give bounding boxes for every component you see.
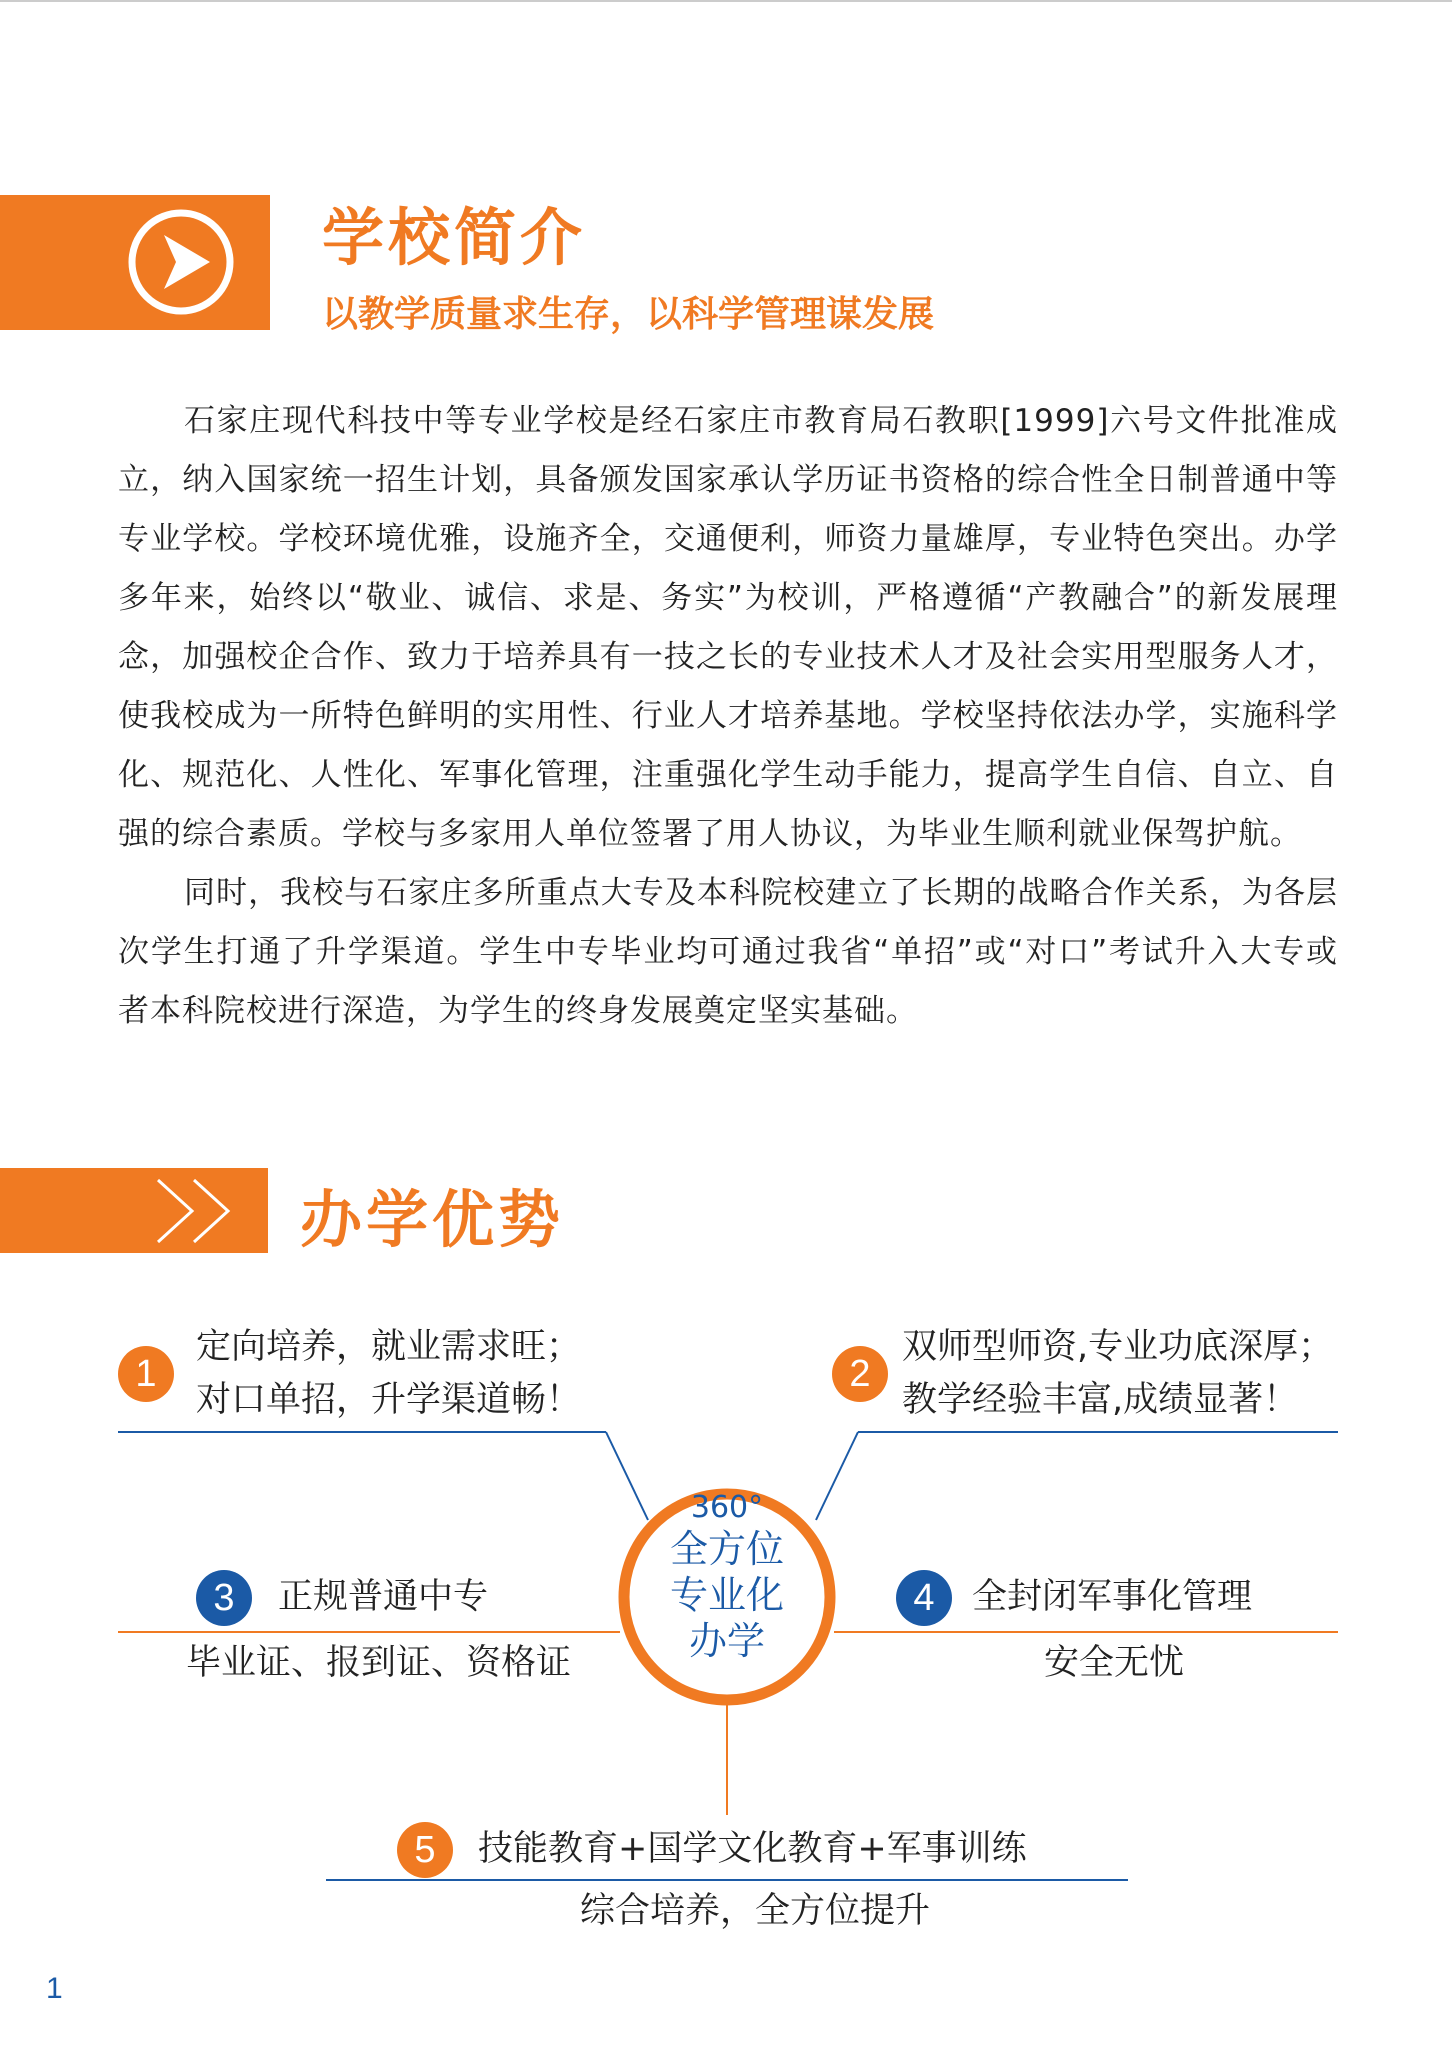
- number-badge-4: 4: [896, 1570, 952, 1626]
- center-line-3: 办学: [688, 1619, 765, 1663]
- number-badge-1: 1: [118, 1346, 174, 1402]
- section-title: 办学优势: [300, 1183, 565, 1256]
- page-number: 1: [46, 1972, 63, 2005]
- advantage-2-line-2: 教学经验丰富,成绩显著！: [902, 1380, 1299, 1420]
- advantage-3-line-1: 正规普通中专: [278, 1577, 489, 1617]
- center-label: [620, 1490, 834, 1664]
- advantage-4-line-1: 全封闭军事化管理: [972, 1577, 1253, 1617]
- number-badge-3: 3: [196, 1570, 252, 1626]
- center-line-1: 全方位: [669, 1527, 784, 1571]
- section-subtitle: 以教学质量求生存，以科学管理谋发展: [322, 294, 935, 335]
- advantage-3-line-2: 毕业证、报到证、资格证: [186, 1643, 572, 1683]
- advantage-1-line-1: 定向培养，就业需求旺；: [196, 1327, 582, 1367]
- number-badge-2: 2: [832, 1346, 888, 1402]
- advantage-5-line-1: 技能教育+国学文化教育+军事训练: [478, 1829, 1027, 1869]
- advantage-2-line-1: 双师型师资,专业功底深厚；: [902, 1327, 1334, 1367]
- intro-paragraph: 同时，我校与石家庄多所重点大专及本科院校建立了长期的战略合作关系，为各层次学生打通了升学渠道。学生中专毕业均可通过我省“单招”或“对口”考试升入大专或者本科院校进行深造，为学生的终身发展奠定坚实基础。: [118, 875, 1338, 1029]
- section-title: 学校简介: [322, 201, 587, 274]
- advantage-5-line-2: 综合培养，全方位提升: [580, 1891, 931, 1931]
- advantage-4-line-2: 安全无忧: [1044, 1643, 1185, 1683]
- center-degree: 360°: [690, 1490, 764, 1525]
- advantage-1-line-2: 对口单招，升学渠道畅！: [196, 1380, 582, 1420]
- number-badge-5: 5: [397, 1822, 453, 1878]
- center-line-2: 专业化: [669, 1573, 784, 1617]
- intro-paragraph: 石家庄现代科技中等专业学校是经石家庄市教育局石教职[1999]六号文件批准成立，纳入国家统一招生计划，具备颁发国家承认学历证书资格的综合性全日制普通中等专业学校。学校环境优雅，设施齐全，交通便利，师资力量雄厚，专业特色突出。办学多年来，始终以“敬业、诚信、求是、务实”为校训，严格遵循“产教融合”的新发展理念，加强校企合作、致力于培养具有一技之长的专业技术人才及社会实用型服务人才，使我校成为一所特色鲜明的实用性、行业人才培养基地。学校坚持依法办学，实施科学化、规范化、人性化、军事化管理，注重强化学生动手能力，提高学生自信、自立、自强的综合素质。学校与多家用人单位签署了用人协议，为毕业生顺利就业保驾护航。: [118, 403, 1338, 852]
